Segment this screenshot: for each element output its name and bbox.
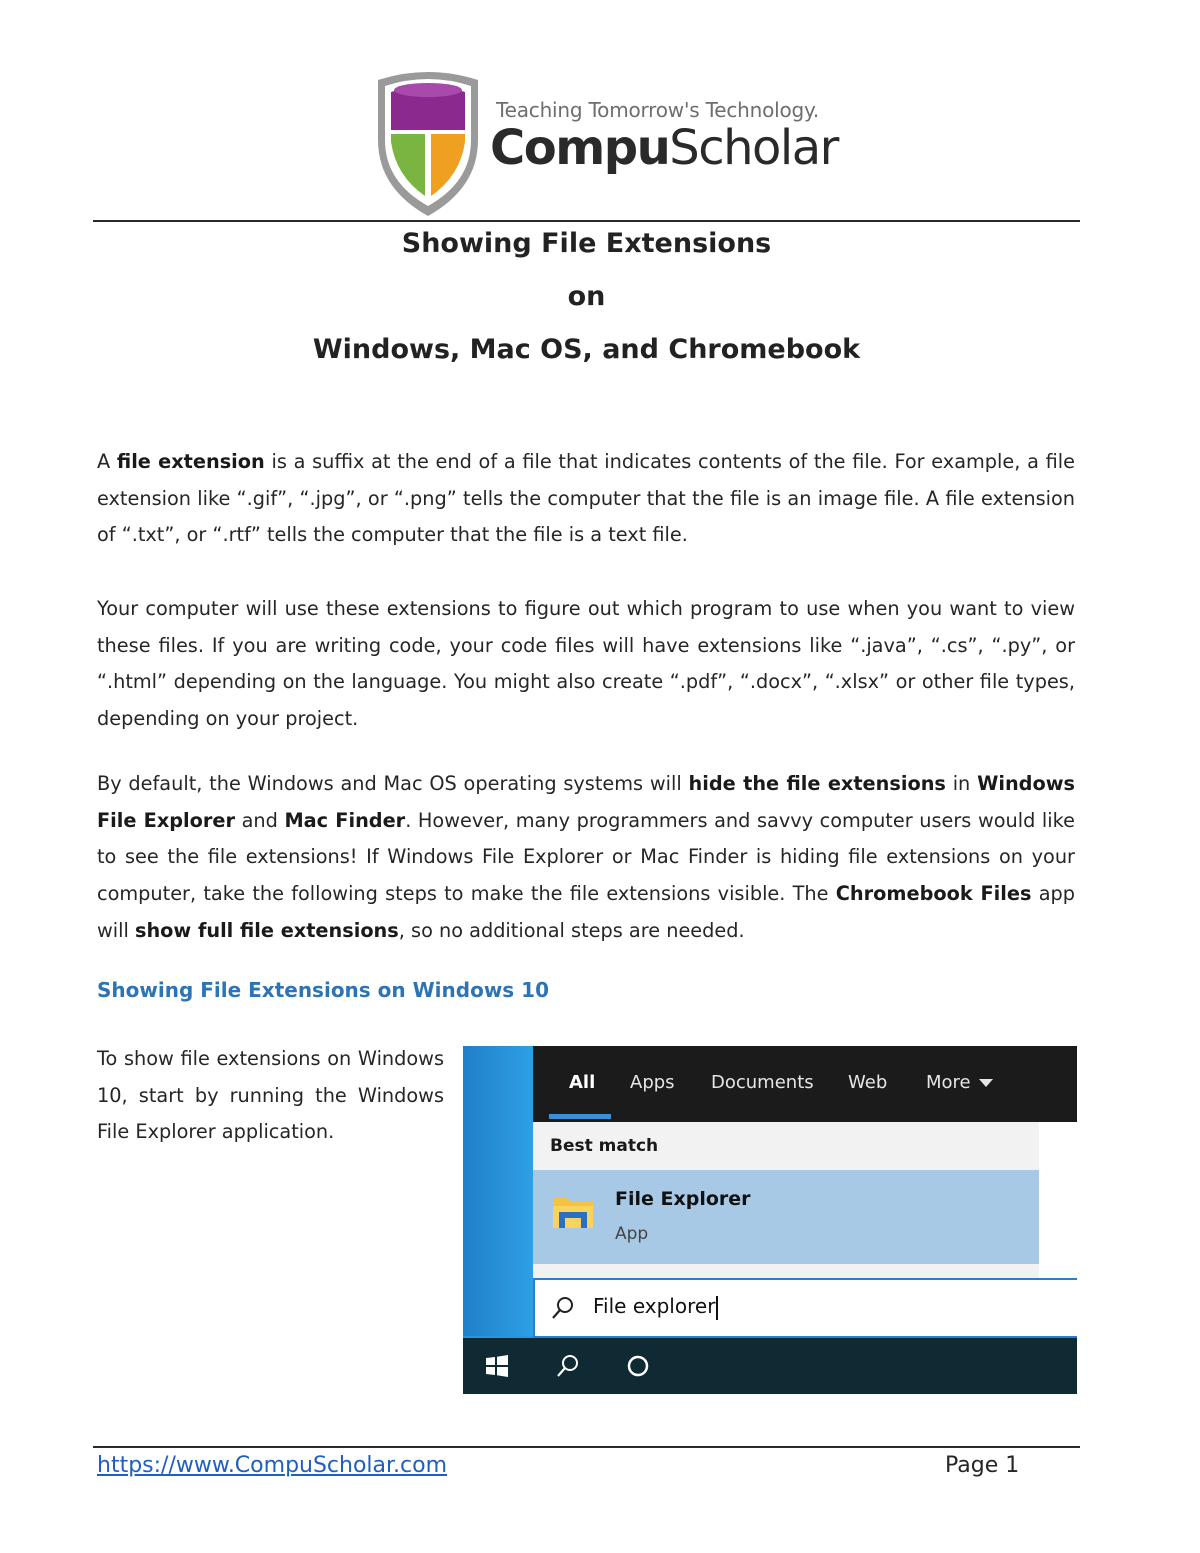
logo-brand-name [490,120,838,176]
result-subtitle: App [615,1224,649,1244]
taskbar-search-icon[interactable] [556,1354,580,1378]
desktop-background [463,1046,533,1336]
paragraph-program-use: Your computer will use these extensions to figure out which program to use when you want to view these files. If you are writing code, your code files will have extensions like “.java”, “.cs”, “.py”, or “.html” depending on the language. You might also create “.pdf”, “.docx”, “.xlsx” or other file types, depending on your project. [97,597,1075,731]
tab-more[interactable]: More [926,1072,993,1093]
doc-title-line1: Showing File Extensions [401,228,772,259]
cortana-icon[interactable] [626,1354,650,1378]
best-match-label: Best match [550,1136,659,1156]
search-input[interactable] [533,1278,1077,1338]
tab-all[interactable]: All [569,1072,596,1093]
logo-brand-light: Scholar [669,120,838,176]
header-rule [93,220,1080,222]
chevron-down-icon [979,1079,993,1087]
tab-web[interactable]: Web [848,1072,888,1093]
search-text: File explorer [593,1294,718,1320]
page-number: Page 1 [945,1453,1020,1478]
paragraph-default-hidden: By default, the Windows and Mac OS operating systems will hide the file extensions in Windows File Explorer and Mac Finder. However, many programmers and savvy computer users would like to see the file extensions! If Windows File Explorer or Mac Finder is hiding file extensions on your computer, take the following steps to make the file extensions visible. The Chromebook Files app will show full file extensions, so no additional steps are needed. [97,772,1076,942]
search-tabs [533,1046,1077,1122]
windows-icon[interactable] [485,1354,509,1378]
paragraph-file-extension: A file extension is a suffix at the end of a file that indicates contents of the file. For example, a file extension like “.gif”, “.jpg”, or “.png” tells the computer that the file is an image file. A file extension of “.txt”, or “.rtf” tells the computer that the file is a text file. [97,450,1075,547]
logo-tagline: Teaching Tomorrow's Technology. [496,98,819,122]
result-title: File Explorer [615,1188,751,1210]
taskbar [463,1338,1077,1394]
tab-documents[interactable]: Documents [711,1072,814,1093]
active-tab-indicator [549,1114,611,1119]
search-icon [551,1296,575,1320]
tab-apps[interactable]: Apps [630,1072,675,1093]
text-cursor [716,1296,718,1320]
windows-search-screenshot [463,1046,1077,1394]
doc-title-line2: on [567,281,606,312]
paragraph-windows10-intro: To show file extensions on Windows 10, start by running the Windows File Explorer application. [97,1047,444,1144]
doc-title-line3: Windows, Mac OS, and Chromebook [312,334,861,365]
folder-icon [551,1192,595,1232]
section-heading-windows10: Showing File Extensions on Windows 10 [97,978,549,1002]
shield-logo-icon [372,70,484,218]
footer-website-link[interactable]: https://www.CompuScholar.com [97,1453,448,1478]
logo [372,70,838,220]
footer-rule [93,1446,1080,1448]
result-file-explorer[interactable] [533,1170,1039,1264]
logo-brand-bold: Compu [490,120,670,176]
